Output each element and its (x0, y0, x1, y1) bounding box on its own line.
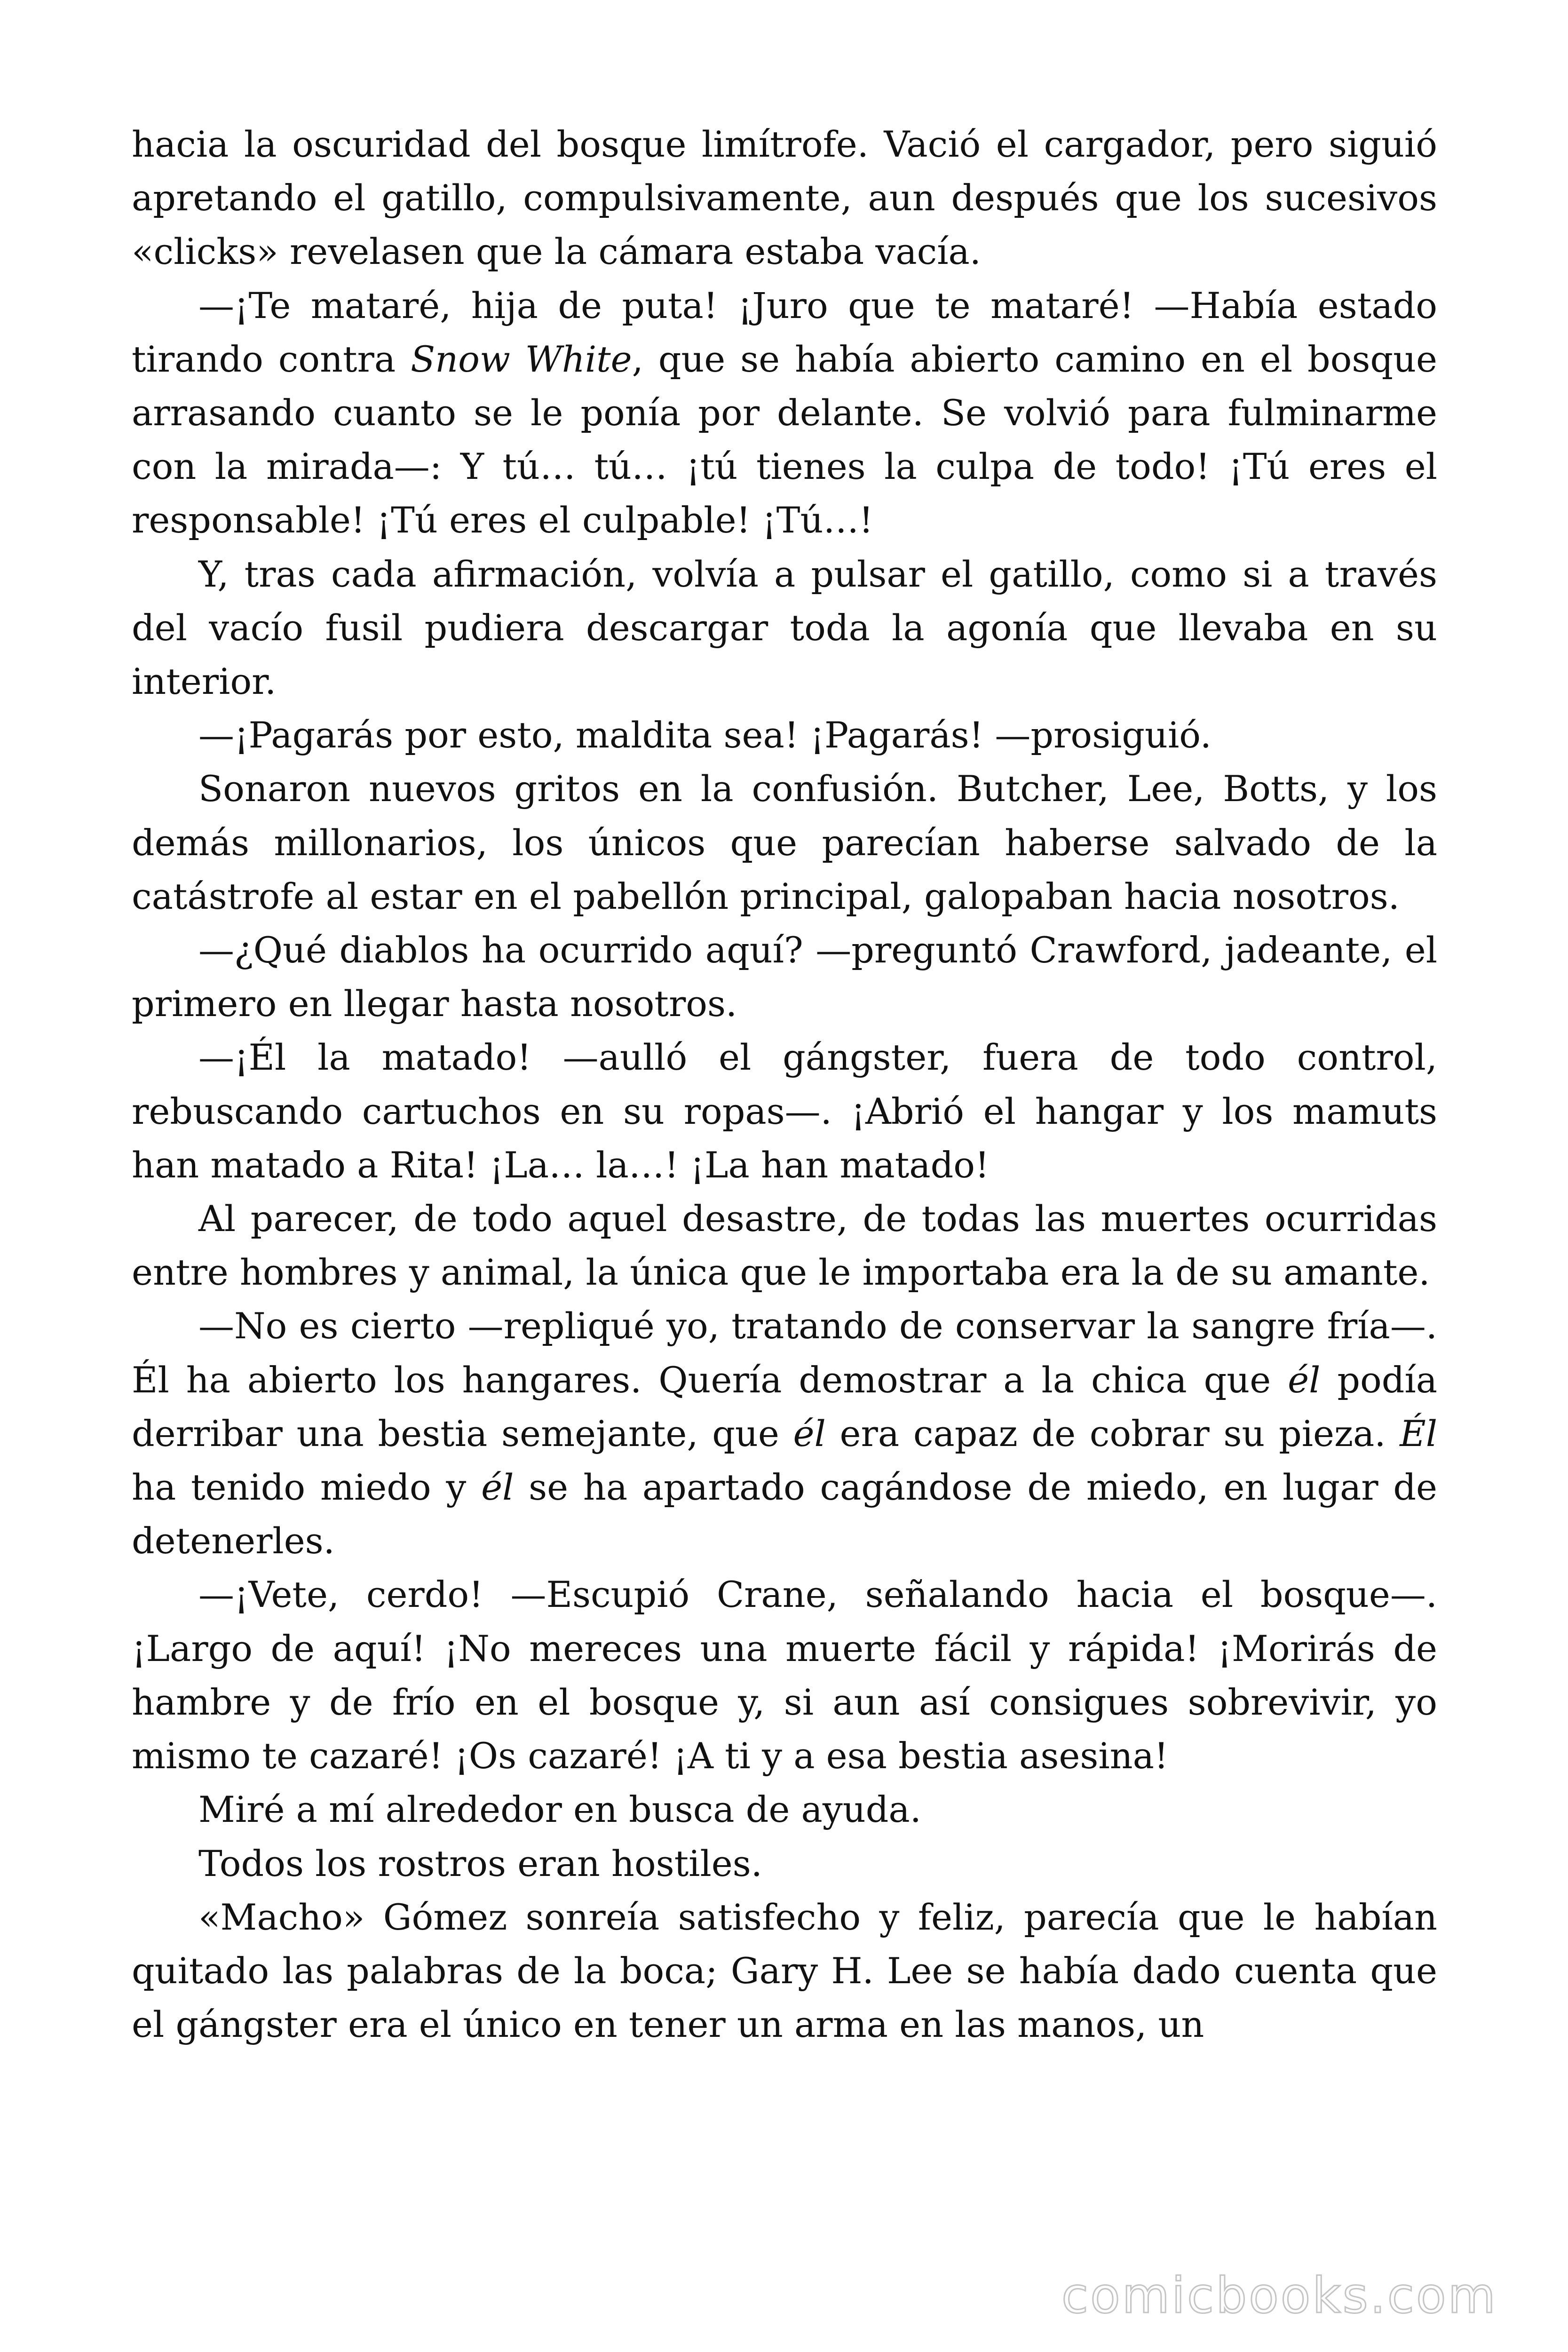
paragraph (132, 279, 1437, 548)
text-run: ha tenido miedo y (132, 1466, 482, 1509)
text-run: «Macho» Gómez sonreía satisfecho y feliz, parecía que le habían quitado las palabras de la boca; Gary H. Lee se había dado cuenta que el gángster era el único en tener un arma en las manos, un (132, 1896, 1437, 2046)
text-run: Al parecer, de todo aquel desastre, de todas las muertes ocurridas entre hombres y animal, la única que le importaba era la de su amante. (132, 1198, 1437, 1294)
text-run: —No es cierto —repliqué yo, tratando de conservar la sangre fría—. Él ha abierto los hangares. Quería demostrar a la chica que (132, 1305, 1437, 1401)
paragraph (132, 1192, 1437, 1299)
text-run: —¡Él la matado! —aulló el gángster, fuera de todo control, rebuscando cartuchos en su ropas—. ¡Abrió el hangar y los mamuts han matado a Rita! ¡La… la…! ¡La han matado! (132, 1036, 1437, 1186)
page-body-text (132, 118, 1437, 2051)
text-run: —¡Pagarás por esto, maldita sea! ¡Pagarás! —prosiguió. (198, 714, 1212, 756)
paragraph (132, 1837, 1437, 1891)
text-run: —¿Qué diablos ha ocurrido aquí? —preguntó Crawford, jadeante, el primero en llegar hasta nosotros. (132, 929, 1437, 1025)
text-run: —¡Vete, cerdo! —Escupió Crane, señalando hacia el bosque—. ¡Largo de aquí! ¡No mereces una muerte fácil y rápida! ¡Morirás de hambre y de frío en el bosque y, si aun así consigues sobrevivir, yo mismo te cazaré! ¡Os cazaré! ¡A ti y a esa bestia asesina! (132, 1573, 1437, 1777)
text-run: podía derribar una bestia semejante, que (132, 1359, 1438, 1454)
text-run: Sonaron nuevos gritos en la confusión. Butcher, Lee, Botts, y los demás millonarios, los únicos que parecían haberse salvado de la catástrofe al estar en el pabellón principal, galopaban hacia nosotros. (132, 768, 1437, 917)
watermark: comicbooks.com (1061, 2267, 1497, 2324)
text-run: Y, tras cada afirmación, volvía a pulsar el gatillo, como si a través del vacío fusil pudiera descargar toda la agonía que llevaba en su interior. (132, 553, 1437, 703)
italic-text: Snow White (411, 338, 632, 380)
text-run: Todos los rostros eran hostiles. (198, 1842, 762, 1884)
text-run: era capaz de cobrar su pieza. (825, 1412, 1400, 1454)
paragraph (132, 1891, 1437, 2052)
paragraph (132, 708, 1437, 762)
text-run: hacia la oscuridad del bosque limítrofe. Vació el cargador, pero siguió apretando el gatillo, compulsivamente, aun después que los sucesivos «clicks» revelasen que la cámara estaba vacía. (132, 123, 1437, 273)
text-run: se ha apartado cagándose de miedo, en lugar de detenerles. (132, 1466, 1437, 1562)
paragraph (132, 1568, 1437, 1783)
paragraph (132, 118, 1437, 279)
italic-text: él (793, 1412, 826, 1454)
paragraph (132, 923, 1437, 1031)
paragraph (132, 1783, 1437, 1836)
text-run: , que se había abierto camino en el bosque arrasando cuanto se le ponía por delante. Se volvió para fulminarme con la mirada—: Y tú… tú… ¡tú tienes la culpa de todo! ¡Tú eres el responsable! ¡Tú eres el culpable! ¡Tú…! (132, 338, 1437, 541)
paragraph (132, 548, 1437, 709)
italic-text: él (1288, 1359, 1321, 1401)
paragraph (132, 1031, 1437, 1192)
paragraph (132, 762, 1437, 923)
text-run: —¡Te mataré, hija de puta! ¡Juro que te mataré! —Había estado tirando contra (132, 284, 1437, 380)
italic-text: él (481, 1466, 514, 1509)
text-run: Miré a mí alrededor en busca de ayuda. (198, 1788, 921, 1831)
paragraph (132, 1299, 1437, 1568)
italic-text: Él (1400, 1412, 1438, 1454)
